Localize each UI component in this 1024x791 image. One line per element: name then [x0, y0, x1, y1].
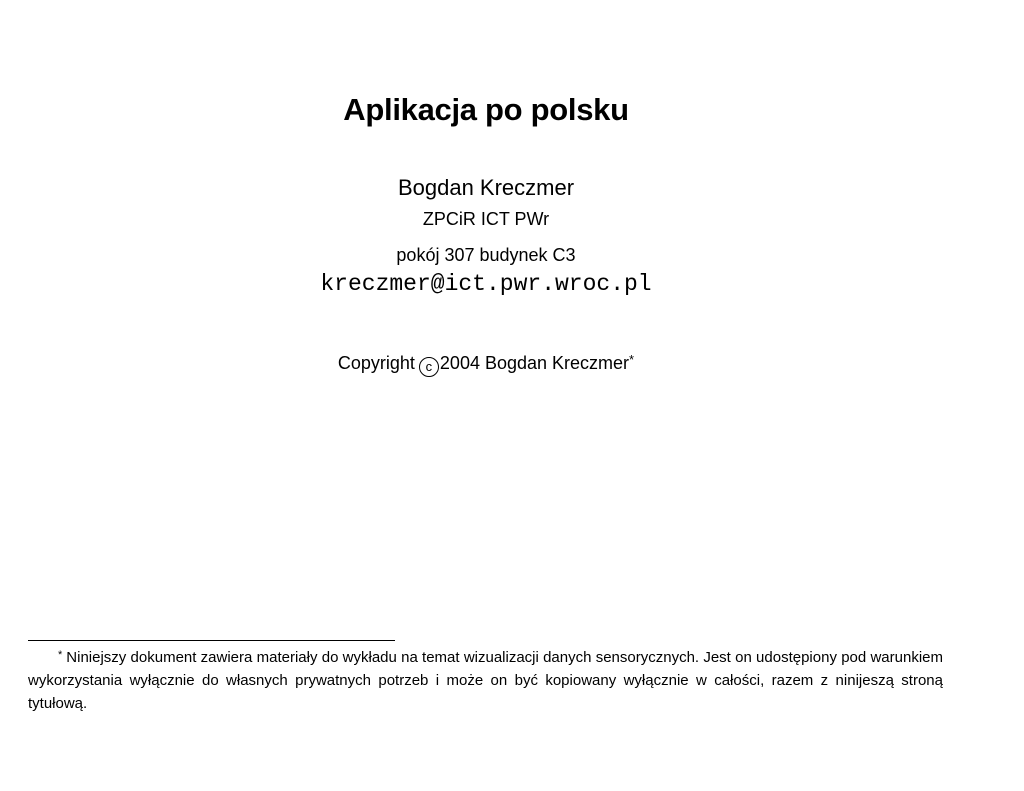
footnote-mark: *	[58, 649, 63, 661]
author-email: kreczmer@ict.pwr.wroc.pl	[320, 271, 652, 297]
footnote-divider	[28, 640, 395, 641]
footnote	[28, 644, 943, 715]
copyright-icon: c	[419, 357, 439, 377]
document-title: Aplikacja po polsku	[343, 92, 629, 127]
author-affiliation: ZPCiR ICT PWr	[422, 209, 550, 229]
footnote-marker: *	[629, 352, 635, 367]
copyright-label: Copyright	[337, 353, 415, 373]
copyright-line	[0, 352, 972, 377]
author-name: Bogdan Kreczmer	[397, 175, 575, 200]
copyright-text: 2004 Bogdan Kreczmer	[439, 353, 630, 373]
footnote-text: Niniejszy dokument zawiera materiały do wykładu na temat wizualizacji danych sensorycznych. Jest on udostępiony pod warunkiem wykorzystania wyłącznie do własnych prywatnych potrzeb i może on być kopiowany wyłącznie w całości, razem z ninijeszą stroną tytułową.	[28, 649, 943, 712]
author-room: pokój 307 budynek C3	[396, 245, 576, 265]
